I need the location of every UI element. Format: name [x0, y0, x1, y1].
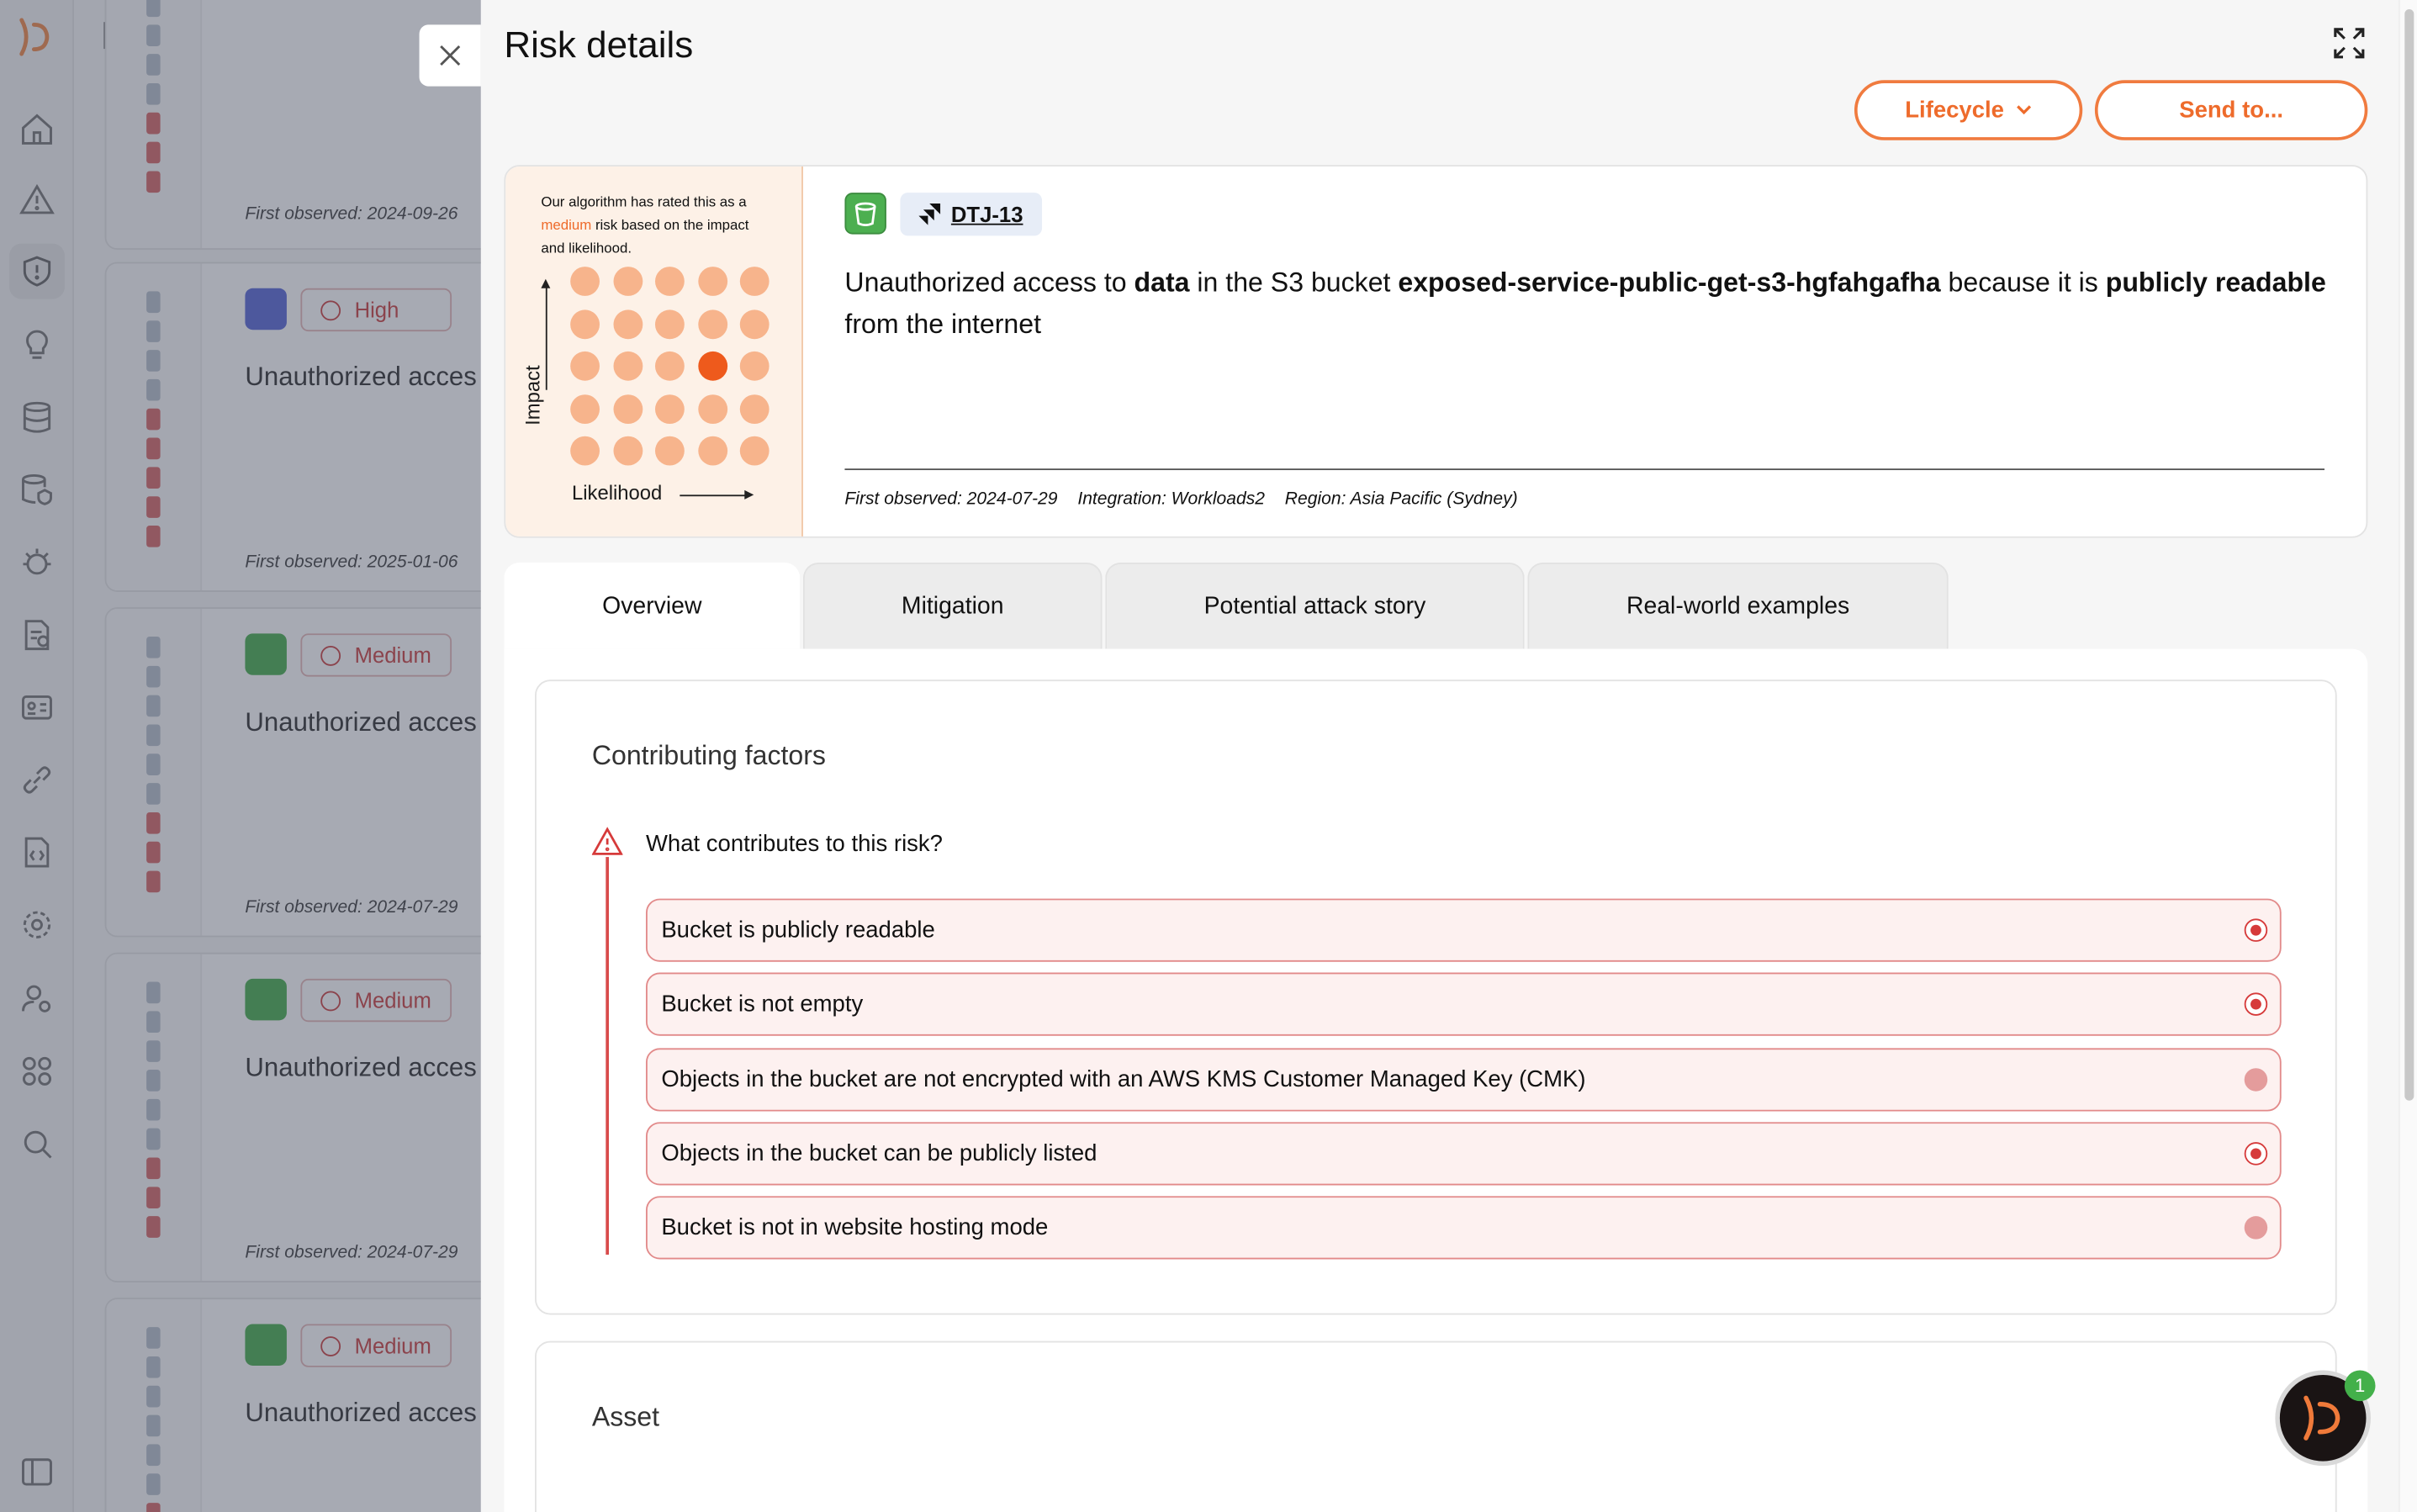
- tab-real-world-examples[interactable]: Real-world examples: [1527, 563, 1948, 649]
- tab-potential-attack-story[interactable]: Potential attack story: [1105, 563, 1525, 649]
- section-title: Contributing factors: [591, 739, 826, 771]
- matrix-cell: [613, 352, 643, 381]
- matrix-cell: [697, 436, 727, 466]
- matrix-cell: [740, 394, 770, 423]
- close-icon: [438, 43, 463, 67]
- matrix-cell: [655, 309, 685, 338]
- severity-badge: High: [300, 288, 452, 331]
- matrix-cell: [570, 267, 600, 296]
- matrix-explanation: Our algorithm has rated this as a medium risk based on the impact and likelihood.: [541, 193, 749, 256]
- matrix-cell: [655, 352, 685, 381]
- section-title: Asset: [591, 1401, 660, 1432]
- first-observed: First observed: 2024-07-29: [844, 489, 1058, 509]
- matrix-cell: [655, 267, 685, 296]
- matrix-cell: [613, 309, 643, 338]
- matrix-cell: [697, 309, 727, 338]
- risk-summary-card: [504, 165, 2367, 538]
- impact-label: Impact: [521, 365, 545, 426]
- contributing-factor[interactable]: [646, 1197, 2282, 1260]
- integration: Integration: Workloads2: [1077, 489, 1265, 509]
- contributing-factor[interactable]: [646, 1048, 2282, 1111]
- first-observed: First observed: 2025-01-06: [245, 553, 458, 573]
- divider: [844, 468, 2324, 470]
- warning-triangle-icon: [592, 826, 623, 857]
- matrix-cell: [613, 394, 643, 423]
- factor-label: Bucket is not in website hosting mode: [661, 1214, 1049, 1241]
- matrix-cell: [740, 309, 770, 338]
- risk-details-panel: [481, 0, 2398, 1512]
- matrix-cell: [655, 436, 685, 466]
- factor-link-icon[interactable]: [2245, 918, 2267, 941]
- contributing-factor[interactable]: [646, 1122, 2282, 1185]
- risk-title: Unauthorized acces: [245, 707, 477, 737]
- likelihood-axis: [680, 494, 750, 496]
- jira-icon: [918, 202, 942, 226]
- chevron-down-icon: [2017, 105, 2032, 116]
- region: Region: Asia Pacific (Sydney): [1284, 489, 1518, 509]
- notification-badge: 1: [2345, 1370, 2376, 1401]
- lifecycle-dropdown[interactable]: Lifecycle: [1854, 80, 2082, 140]
- first-observed: First observed: 2024-09-26: [245, 204, 458, 224]
- contributing-factor[interactable]: [646, 973, 2282, 1036]
- matrix-cell: [570, 309, 600, 338]
- matrix-cell: [613, 267, 643, 296]
- close-panel-button[interactable]: [420, 24, 481, 86]
- tab-overview[interactable]: Overview: [504, 563, 800, 649]
- matrix-cell: [740, 352, 770, 381]
- risk-title: Unauthorized acces: [245, 1052, 477, 1082]
- panel-scrollbar[interactable]: [2398, 0, 2417, 1512]
- impact-axis: [546, 282, 547, 389]
- matrix-cell: [697, 267, 727, 296]
- panel-title: Risk details: [504, 24, 694, 66]
- factor-connector-line: [606, 857, 608, 1255]
- modal-backdrop[interactable]: [0, 0, 481, 1512]
- matrix-cell: [570, 352, 600, 381]
- tab-mitigation[interactable]: Mitigation: [803, 563, 1103, 649]
- risk-matrix: [505, 167, 803, 538]
- severity-badge: Medium: [300, 1324, 452, 1367]
- factor-link-icon[interactable]: [2245, 993, 2267, 1016]
- matrix-cell: [655, 394, 685, 423]
- factor-link-icon[interactable]: [2245, 1142, 2267, 1165]
- jira-ticket-link[interactable]: DTJ-13: [900, 193, 1041, 235]
- factors-question: What contributes to this risk?: [645, 830, 943, 858]
- factor-label: Bucket is not empty: [661, 991, 864, 1018]
- matrix-cell-selected: [697, 352, 727, 381]
- matrix-cell: [740, 267, 770, 296]
- factor-status-icon: [2245, 1217, 2267, 1240]
- first-observed: First observed: 2024-07-29: [245, 898, 458, 917]
- contributing-factor[interactable]: [646, 899, 2282, 962]
- severity-badge: Medium: [300, 979, 452, 1022]
- matrix-cell: [697, 394, 727, 423]
- risk-title: Unauthorized acces: [245, 362, 477, 392]
- factor-label: Objects in the bucket are not encrypted with an AWS KMS Customer Managed Key (CMK): [661, 1065, 1586, 1092]
- overview-content: [504, 649, 2367, 1512]
- send-to-button[interactable]: Send to...: [2095, 80, 2367, 140]
- matrix-cell: [613, 436, 643, 466]
- matrix-cell: [740, 436, 770, 466]
- s3-bucket-icon: [844, 193, 886, 234]
- factor-label: Objects in the bucket can be publicly listed: [661, 1140, 1097, 1167]
- contributing-factors-section: [535, 679, 2337, 1314]
- asset-section: [535, 1341, 2337, 1512]
- risk-title: Unauthorized acces: [245, 1398, 477, 1428]
- risk-description: Unauthorized access to data in the S3 bucket exposed-service-public-get-s3-hgfahgafha because it is publicly readable from the internet: [844, 267, 2326, 340]
- matrix-cell: [570, 394, 600, 423]
- factor-label: Bucket is publicly readable: [661, 917, 935, 944]
- likelihood-label: Likelihood: [572, 480, 663, 505]
- risk-meta: [844, 490, 1537, 509]
- matrix-cell: [570, 436, 600, 466]
- scroll-thumb[interactable]: [2404, 9, 2414, 1101]
- factor-status-icon: [2245, 1067, 2267, 1090]
- severity-badge: Medium: [300, 633, 452, 676]
- expand-icon[interactable]: [2330, 24, 2367, 61]
- first-observed: First observed: 2024-07-29: [245, 1244, 458, 1263]
